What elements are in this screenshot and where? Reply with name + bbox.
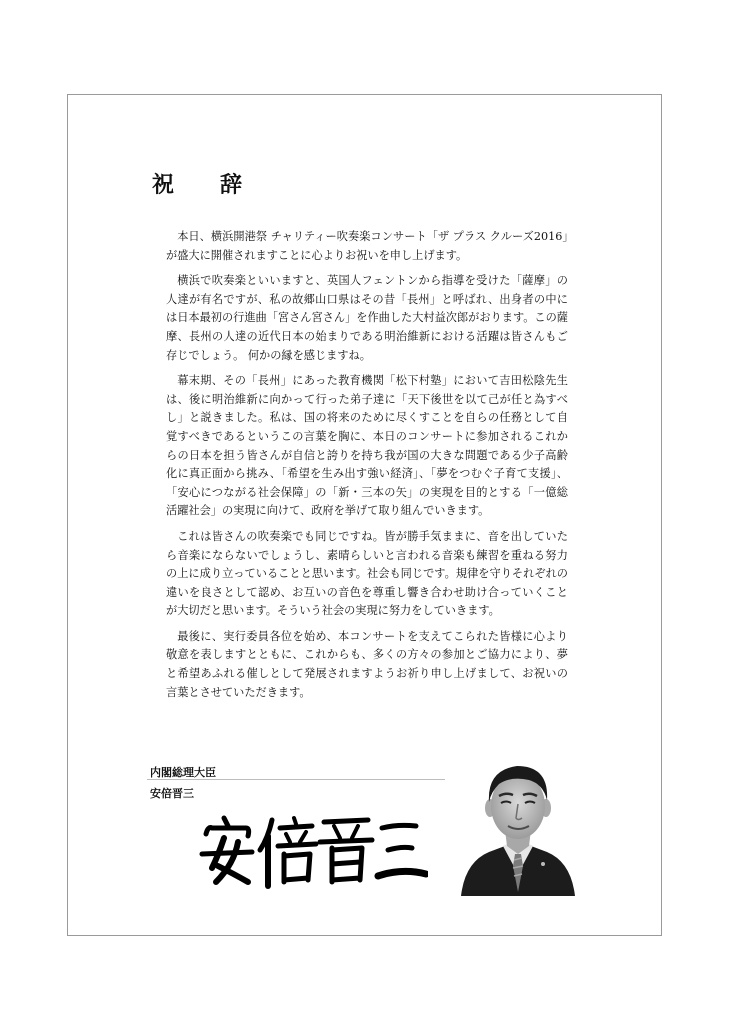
paragraph: 最後に、実行委員各位を始め、本コンサートを支えてこられた皆様に心より敬意を表しますとともに、これからも、多くの方々の参加とご協力により、夢と希望あふれる催しとして発展されますようお祈り申し上げまして、お祝いの言葉とさせていただきます。 — [166, 629, 568, 699]
signer-name: 安倍晋三 — [150, 787, 194, 800]
paragraph: 本日、横浜開港祭 チャリティー吹奏楽コンサート「ザ プラス クルーズ2016」が盛大に開催されますことに心よりお祝いを申し上げます。 — [166, 230, 568, 262]
paragraph: 横浜で吹奏楽といいますと、英国人フェントンから指導を受けた「薩摩」の人達が有名ですが、私の故郷山口県はその昔「長州」と呼ばれ、出身者の中には日本最初の行進曲「宮さん宮さん」を作曲した大村益次郎がおります。この薩摩、長州の人達の近代日本の始まりである明治維新における活躍は皆さんもご存じでしょう。 何かの縁を感じますね。 — [166, 274, 568, 362]
handwritten-signature — [198, 812, 428, 890]
document-title: 祝 辞 — [152, 172, 255, 198]
message-body — [166, 228, 568, 709]
signature-divider — [147, 779, 445, 780]
portrait-photo — [459, 754, 577, 896]
paragraph: これは皆さんの吹奏楽でも同じですね。皆が勝手気ままに、音を出していたら音楽にならないでしょうし、素晴らしいと言われる音楽も練習を重ねる努力の上に成り立っていることと思います。社会も同じです。規律を守りそれぞれの違いを良さとして認め、お互いの音色を尊重し響き合わせ助け合っていくことが大切だと思います。そういう社会の実現に努力をしていきます。 — [166, 529, 568, 618]
signer-role: 内閣総理大臣 — [150, 766, 216, 779]
paragraph: 幕末期、その「長州」にあった教育機関「松下村塾」において吉田松陰先生は、後に明治維新に向かって行った弟子達に「天下後世を以て己が任と為すべし」と説きました。私は、国の将来のために尽くすことを自らの任務として自覚すべきであるというこの言葉を胸に、本日のコンサートに参加されるこれからの日本を担う皆さんが自信と誇りを持ち我が国の大きな問題である少子高齢化に真正面から挑み、「希望を生み出す強い経済」、「夢をつむぐ子育て支援」、「安心につながる社会保障」の「新・三本の矢」の実現を目的とする「一億総活躍社会」の実現に向けて、政府を挙げて取り組んでいきます。 — [166, 374, 568, 518]
